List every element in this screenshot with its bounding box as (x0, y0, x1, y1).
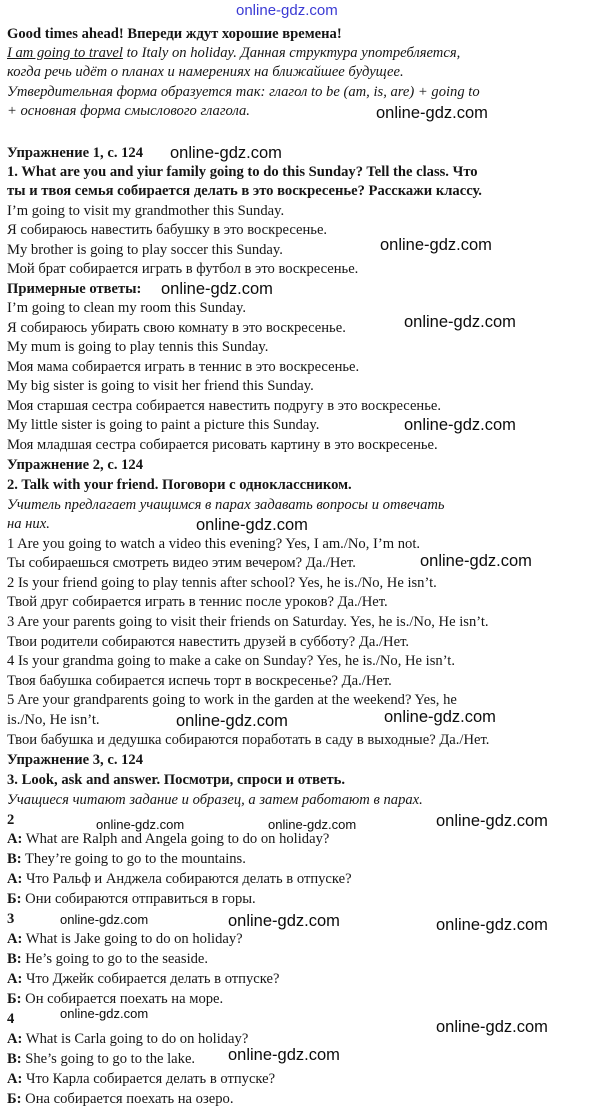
dialogue-text: They’re going to go to the mountains. (21, 851, 246, 867)
exercise-1-heading: Упражнение 1, с. 124 (7, 145, 144, 161)
exercise-3-note: Учащиеся читают задание и образец, а затем работают в парах. (7, 792, 423, 808)
answer-line: Твоя бабушка собирается испечь торт в воскресенье? Да./Нет. (7, 673, 392, 689)
answer-line: Я собираюсь навестить бабушку в это воскресенье. (7, 222, 328, 238)
watermark: online-gdz.com (376, 104, 488, 122)
watermark: online-gdz.com (228, 912, 340, 930)
exercise-2-note: Учитель предлагает учащимся в парах задавать вопросы и отвечать (7, 497, 445, 513)
exercise-1-task: 1. What are you and yiur family going to do this Sunday? Tell the class. Что (7, 164, 478, 180)
answer-line: 2 Is your friend going to play tennis after school? Yes, he is./No, He isn’t. (7, 575, 437, 591)
dialogue-line (7, 970, 586, 989)
dialogue-line (7, 950, 586, 969)
answer-line: is./No, He isn’t. (7, 712, 100, 728)
dialogue-text: What is Jake going to do on holiday? (22, 931, 243, 947)
intro-line (7, 44, 586, 63)
answer-line: Твои родители собираются навестить друзей в субботу? Да./Нет. (7, 634, 410, 650)
speaker-label: А: (7, 1071, 23, 1087)
speaker-label: Б: (7, 891, 22, 907)
answer-line: My little sister is going to paint a picture this Sunday. (7, 417, 320, 433)
dialogue-text: Что Карла собирается делать в отпуске? (22, 1071, 276, 1087)
item-number: 4 (7, 1011, 15, 1027)
watermark: online-gdz.com (196, 516, 308, 534)
answer-line: 1 Are you going to watch a video this evening? Yes, I am./No, I’m not. (7, 536, 421, 552)
exercise-3-heading: Упражнение 3, с. 124 (7, 752, 144, 768)
watermark: online-gdz.com (404, 313, 516, 331)
exercise-2-heading: Упражнение 2, с. 124 (7, 457, 144, 473)
speaker-label: B: (7, 951, 22, 967)
dialogue-text: She’s going to go to the lake. (21, 1051, 196, 1067)
answer-line: I’m going to clean my room this Sunday. (7, 300, 247, 316)
speaker-label: B: (7, 1051, 22, 1067)
dialogue-text: Она собирается поехать на озеро. (21, 1091, 234, 1107)
watermark: online-gdz.com (420, 552, 532, 570)
answer-line: Моя старшая сестра собирается навестить подругу в это воскресенье. (7, 398, 442, 414)
watermark: online-gdz.com (161, 280, 273, 298)
watermark: online-gdz.com (268, 817, 357, 832)
watermark: online-gdz.com (380, 236, 492, 254)
dialogue-text: What are Ralph and Angela going to do on holiday? (22, 831, 330, 847)
speaker-label: А: (7, 871, 23, 887)
answer-line: My mum is going to play tennis this Sunday. (7, 339, 269, 355)
item-number: 3 (7, 911, 15, 927)
dialogue-line (7, 1090, 586, 1109)
dialogue-text: Что Джейк собирается делать в отпуске? (22, 971, 280, 987)
sample-answers-heading: Примерные ответы: (7, 281, 142, 297)
dialogue-line (7, 1070, 586, 1089)
speaker-label: A: (7, 831, 23, 847)
intro-line: + основная форма смыслового глагола. (7, 103, 250, 119)
intro-line: когда речь идёт о планах и намерениях на ближайшее будущее. (7, 64, 404, 80)
answer-line: My big sister is going to visit her friend this Sunday. (7, 378, 314, 394)
dialogue-text: Они собираются отправиться в горы. (21, 891, 256, 907)
watermark: online-gdz.com (96, 817, 185, 832)
exercise-3-task: 3. Look, ask and answer. Посмотри, спроси и ответь. (7, 772, 345, 788)
intro-title: Good times ahead! Впереди ждут хорошие времена! (7, 26, 342, 42)
watermark: online-gdz.com (436, 916, 548, 934)
exercise-2-note: на них. (7, 516, 50, 532)
dialogue-text: He’s going to go to the seaside. (21, 951, 209, 967)
speaker-label: А: (7, 971, 23, 987)
dialogue-line (7, 890, 586, 909)
answer-line: Моя мама собирается играть в теннис в это воскресенье. (7, 359, 360, 375)
answer-line: Твои бабушка и дедушка собираются поработать в саду в выходные? Да./Нет. (7, 732, 490, 748)
speaker-label: A: (7, 1031, 23, 1047)
watermark: online-gdz.com (60, 1006, 149, 1021)
speaker-label: B: (7, 851, 22, 867)
intro-text: to Italy on holiday. Данная структура употребляется, (122, 45, 461, 61)
watermark-header: online-gdz.com (236, 2, 338, 19)
dialogue-line (7, 850, 586, 869)
answer-line: 5 Are your grandparents going to work in the garden at the weekend? Yes, he (7, 692, 457, 708)
answer-line: 3 Are your parents going to visit their friends on Saturday. Yes, he is./No, He isn’t. (7, 614, 489, 630)
dialogue-text: Что Ральф и Анджела собираются делать в отпуске? (22, 871, 352, 887)
item-number: 2 (7, 812, 15, 828)
watermark: online-gdz.com (436, 812, 548, 830)
dialogue-line (7, 830, 586, 849)
watermark: online-gdz.com (228, 1046, 340, 1064)
answer-line: Мой брат собирается играть в футбол в это воскресенье. (7, 261, 359, 277)
answer-line: I’m going to visit my grandmother this Sunday. (7, 203, 285, 219)
speaker-label: Б: (7, 991, 22, 1007)
dialogue-line (7, 870, 586, 889)
exercise-1-task: ты и твоя семья собирается делать в это воскресенье? Расскажи классу. (7, 183, 482, 199)
dialogue-text: What is Carla going to do on holiday? (22, 1031, 249, 1047)
watermark: online-gdz.com (384, 708, 496, 726)
answer-line: Я собираюсь убирать свою комнату в это воскресенье. (7, 320, 346, 336)
exercise-2-task: 2. Talk with your friend. Поговори с одноклассником. (7, 477, 352, 493)
answer-line: 4 Is your grandma going to make a cake on Sunday? Yes, he is./No, He isn’t. (7, 653, 456, 669)
answer-line: Твой друг собирается играть в теннис после уроков? Да./Нет. (7, 594, 388, 610)
answer-line: Моя младшая сестра собирается рисовать картину в это воскресенье. (7, 437, 438, 453)
speaker-label: A: (7, 931, 23, 947)
answer-line: Ты собираешься смотреть видео этим вечером? Да./Нет. (7, 555, 356, 571)
watermark: online-gdz.com (404, 416, 516, 434)
watermark: online-gdz.com (60, 912, 149, 927)
intro-line: Утвердительная форма образуется так: глагол to be (am, is, are) + going to (7, 84, 480, 100)
dialogue-text: Он собирается поехать на море. (21, 991, 224, 1007)
watermark: online-gdz.com (170, 144, 282, 162)
answer-line: My brother is going to play soccer this Sunday. (7, 242, 283, 258)
watermark: online-gdz.com (436, 1018, 548, 1036)
speaker-label: Б: (7, 1091, 22, 1107)
watermark: online-gdz.com (176, 712, 288, 730)
intro-example: I am going to travel (7, 45, 123, 61)
